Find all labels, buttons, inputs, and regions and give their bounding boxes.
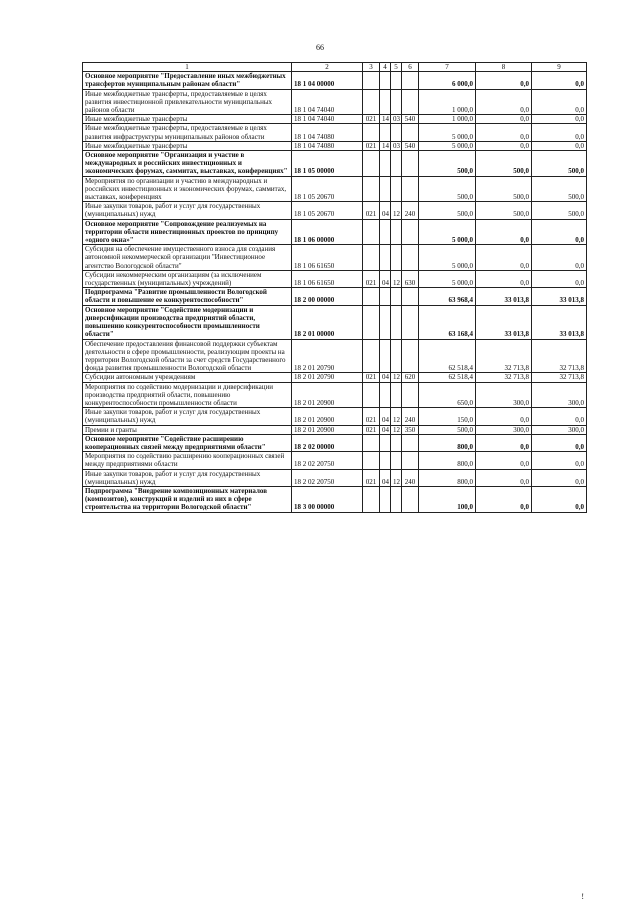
- budget-table: [82, 62, 587, 513]
- table-row: [83, 373, 587, 382]
- footer-mark: !: [581, 892, 584, 901]
- amount-year-3-cell: 32 713,8: [532, 373, 587, 382]
- table-row: [83, 425, 587, 434]
- budget-code-cell: 18 1 06 00000: [292, 219, 363, 245]
- amount-year-1-cell: 500,0: [419, 202, 476, 219]
- amount-year-1-cell: 62 518,4: [419, 339, 476, 373]
- ministry-code-cell: [363, 486, 380, 512]
- ministry-code-cell: 021: [363, 408, 380, 425]
- expense-type-code-cell: [402, 151, 419, 177]
- expense-type-code-cell: [402, 486, 419, 512]
- amount-year-2-cell: 0,0: [476, 486, 532, 512]
- subsection-code-cell: [391, 288, 402, 305]
- budget-code-cell: 18 1 05 20670: [292, 176, 363, 202]
- budget-code-cell: 18 2 00 00000: [292, 288, 363, 305]
- amount-year-1-cell: 62 518,4: [419, 373, 476, 382]
- amount-year-1-cell: 100,0: [419, 486, 476, 512]
- amount-year-2-cell: 0,0: [476, 115, 532, 124]
- amount-year-3-cell: 0,0: [532, 452, 587, 469]
- section-code-cell: [380, 151, 391, 177]
- header-col-7: 7: [419, 63, 476, 72]
- ministry-code-cell: [363, 72, 380, 89]
- subsection-code-cell: [391, 176, 402, 202]
- header-col-6: 6: [402, 63, 419, 72]
- table-row: [83, 72, 587, 89]
- budget-code-cell: 18 1 06 61650: [292, 270, 363, 287]
- amount-year-1-cell: 6 000,0: [419, 72, 476, 89]
- budget-code-cell: 18 2 01 00000: [292, 305, 363, 339]
- amount-year-1-cell: 5 000,0: [419, 219, 476, 245]
- table-row: [83, 89, 587, 115]
- amount-year-3-cell: 0,0: [532, 434, 587, 451]
- header-col-3: 3: [363, 63, 380, 72]
- section-code-cell: 04: [380, 469, 391, 486]
- ministry-code-cell: [363, 124, 380, 141]
- budget-code-cell: 18 2 01 20790: [292, 373, 363, 382]
- amount-year-3-cell: 500,0: [532, 176, 587, 202]
- amount-year-1-cell: 5 000,0: [419, 245, 476, 271]
- amount-year-3-cell: 32 713,8: [532, 339, 587, 373]
- expense-type-code-cell: [402, 176, 419, 202]
- ministry-code-cell: [363, 288, 380, 305]
- expense-type-code-cell: 540: [402, 115, 419, 124]
- item-name-cell: Мероприятия по организации и участию в международных и российских инвестиционных и экономических форумах, саммитах, выставках, конференциях: [83, 176, 292, 202]
- subsection-code-cell: [391, 124, 402, 141]
- amount-year-1-cell: 800,0: [419, 452, 476, 469]
- amount-year-3-cell: 300,0: [532, 425, 587, 434]
- expense-type-code-cell: [402, 89, 419, 115]
- header-col-5: 5: [391, 63, 402, 72]
- ministry-code-cell: 021: [363, 469, 380, 486]
- expense-type-code-cell: [402, 452, 419, 469]
- section-code-cell: 04: [380, 202, 391, 219]
- section-code-cell: 04: [380, 373, 391, 382]
- amount-year-2-cell: 0,0: [476, 408, 532, 425]
- amount-year-1-cell: 5 000,0: [419, 124, 476, 141]
- amount-year-3-cell: 0,0: [532, 219, 587, 245]
- amount-year-1-cell: 1 000,0: [419, 115, 476, 124]
- amount-year-2-cell: 0,0: [476, 452, 532, 469]
- subsection-code-cell: 12: [391, 408, 402, 425]
- budget-code-cell: 18 1 06 61650: [292, 245, 363, 271]
- item-name-cell: Основное мероприятие "Предоставление иных межбюджетных трансфертов муниципальным районам области": [83, 72, 292, 89]
- budget-code-cell: 18 3 00 00000: [292, 486, 363, 512]
- subsection-code-cell: [391, 339, 402, 373]
- expense-type-code-cell: [402, 219, 419, 245]
- expense-type-code-cell: 240: [402, 469, 419, 486]
- table-row: [83, 469, 587, 486]
- header-col-4: 4: [380, 63, 391, 72]
- item-name-cell: Иные межбюджетные трансферты, предоставляемые в целях развития инвестиционной привлекательности муниципальных районов области: [83, 89, 292, 115]
- section-code-cell: [380, 382, 391, 408]
- ministry-code-cell: [363, 219, 380, 245]
- amount-year-3-cell: 0,0: [532, 408, 587, 425]
- expense-type-code-cell: [402, 434, 419, 451]
- subsection-code-cell: 03: [391, 115, 402, 124]
- amount-year-3-cell: 0,0: [532, 89, 587, 115]
- amount-year-3-cell: 0,0: [532, 270, 587, 287]
- table-row: [83, 115, 587, 124]
- item-name-cell: Иные межбюджетные трансферты, предоставляемые в целях развития инфраструктуры муниципальных районов области: [83, 124, 292, 141]
- item-name-cell: Основное мероприятие "Сопровождение реализуемых на территории области инвестиционных проектов по принципу «одного окна»": [83, 219, 292, 245]
- table-row: [83, 408, 587, 425]
- amount-year-2-cell: 0,0: [476, 434, 532, 451]
- amount-year-2-cell: 0,0: [476, 124, 532, 141]
- table-row: [83, 151, 587, 177]
- item-name-cell: Иные закупки товаров, работ и услуг для государственных (муниципальных) нужд: [83, 408, 292, 425]
- section-code-cell: [380, 339, 391, 373]
- subsection-code-cell: 12: [391, 373, 402, 382]
- table-row: [83, 202, 587, 219]
- table-row: [83, 486, 587, 512]
- budget-code-cell: 18 1 04 74040: [292, 89, 363, 115]
- amount-year-2-cell: 0,0: [476, 72, 532, 89]
- amount-year-2-cell: 0,0: [476, 219, 532, 245]
- amount-year-1-cell: 500,0: [419, 425, 476, 434]
- budget-code-cell: 18 1 04 74040: [292, 115, 363, 124]
- item-name-cell: Иные межбюджетные трансферты: [83, 141, 292, 150]
- expense-type-code-cell: 540: [402, 141, 419, 150]
- page-number: 66: [316, 43, 324, 52]
- amount-year-1-cell: 500,0: [419, 151, 476, 177]
- subsection-code-cell: [391, 219, 402, 245]
- subsection-code-cell: 12: [391, 425, 402, 434]
- item-name-cell: Иные закупки товаров, работ и услуг для государственных (муниципальных) нужд: [83, 202, 292, 219]
- expense-type-code-cell: [402, 245, 419, 271]
- amount-year-1-cell: 5 000,0: [419, 141, 476, 150]
- budget-code-cell: 18 2 01 20900: [292, 382, 363, 408]
- budget-code-cell: 18 2 01 20790: [292, 339, 363, 373]
- amount-year-2-cell: 500,0: [476, 176, 532, 202]
- expense-type-code-cell: [402, 305, 419, 339]
- amount-year-2-cell: 0,0: [476, 89, 532, 115]
- amount-year-3-cell: 0,0: [532, 469, 587, 486]
- section-code-cell: [380, 305, 391, 339]
- amount-year-1-cell: 1 000,0: [419, 89, 476, 115]
- header-col-2: 2: [292, 63, 363, 72]
- item-name-cell: Основное мероприятие "Содействие расширению кооперационных связей между предприятиями области": [83, 434, 292, 451]
- header-col-9: 9: [532, 63, 587, 72]
- budget-code-cell: 18 1 04 74080: [292, 124, 363, 141]
- subsection-code-cell: [391, 72, 402, 89]
- section-code-cell: [380, 176, 391, 202]
- table-row: [83, 219, 587, 245]
- amount-year-1-cell: 650,0: [419, 382, 476, 408]
- item-name-cell: Подпрограмма "Развитие промышленности Вологодской области и повышение ее конкурентоспособности": [83, 288, 292, 305]
- ministry-code-cell: 021: [363, 270, 380, 287]
- ministry-code-cell: 021: [363, 115, 380, 124]
- amount-year-2-cell: 32 713,8: [476, 373, 532, 382]
- section-code-cell: [380, 89, 391, 115]
- item-name-cell: Обеспечение предоставления финансовой поддержки субъектам деятельности в сфере промышленности, реализующим проекты на территории Вологодской области за счет средств Государственного фонда развития промышленности Вологодской области: [83, 339, 292, 373]
- budget-code-cell: 18 1 04 74080: [292, 141, 363, 150]
- item-name-cell: Мероприятия по содействию расширению кооперационных связей между предприятиями области: [83, 452, 292, 469]
- amount-year-3-cell: 0,0: [532, 245, 587, 271]
- item-name-cell: Субсидии некоммерческим организациям (за исключением государственных (муниципальных) учреждений): [83, 270, 292, 287]
- section-code-cell: [380, 219, 391, 245]
- subsection-code-cell: [391, 434, 402, 451]
- table-row: [83, 288, 587, 305]
- ministry-code-cell: 021: [363, 373, 380, 382]
- section-code-cell: 04: [380, 270, 391, 287]
- ministry-code-cell: [363, 452, 380, 469]
- section-code-cell: 14: [380, 115, 391, 124]
- amount-year-2-cell: 0,0: [476, 270, 532, 287]
- amount-year-3-cell: 0,0: [532, 72, 587, 89]
- amount-year-3-cell: 33 013,8: [532, 305, 587, 339]
- amount-year-2-cell: 0,0: [476, 245, 532, 271]
- amount-year-3-cell: 33 013,8: [532, 288, 587, 305]
- subsection-code-cell: [391, 382, 402, 408]
- budget-code-cell: 18 2 01 20900: [292, 425, 363, 434]
- expense-type-code-cell: 240: [402, 408, 419, 425]
- amount-year-3-cell: 0,0: [532, 141, 587, 150]
- amount-year-3-cell: 0,0: [532, 486, 587, 512]
- item-name-cell: Премии и гранты: [83, 425, 292, 434]
- table-row: [83, 176, 587, 202]
- amount-year-3-cell: 500,0: [532, 202, 587, 219]
- subsection-code-cell: [391, 245, 402, 271]
- expense-type-code-cell: 240: [402, 202, 419, 219]
- table-row: [83, 382, 587, 408]
- section-code-cell: 04: [380, 408, 391, 425]
- subsection-code-cell: 12: [391, 202, 402, 219]
- budget-code-cell: 18 1 05 00000: [292, 151, 363, 177]
- amount-year-1-cell: 800,0: [419, 434, 476, 451]
- budget-code-cell: 18 2 02 00000: [292, 434, 363, 451]
- amount-year-1-cell: 800,0: [419, 469, 476, 486]
- item-name-cell: Основное мероприятие "Содействие модернизации и диверсификации производства предприятий области, повышению конкурентоспособности промышленности области": [83, 305, 292, 339]
- expense-type-code-cell: [402, 339, 419, 373]
- section-code-cell: [380, 452, 391, 469]
- subsection-code-cell: [391, 89, 402, 115]
- subsection-code-cell: [391, 486, 402, 512]
- amount-year-2-cell: 33 013,8: [476, 305, 532, 339]
- ministry-code-cell: [363, 305, 380, 339]
- amount-year-2-cell: 32 713,8: [476, 339, 532, 373]
- ministry-code-cell: [363, 339, 380, 373]
- item-name-cell: Подпрограмма "Внедрение композиционных материалов (композитов), конструкций и изделий из них в сфере строительства на территории Вологодской области": [83, 486, 292, 512]
- table-row: [83, 245, 587, 271]
- subsection-code-cell: [391, 305, 402, 339]
- budget-code-cell: 18 2 02 20750: [292, 469, 363, 486]
- section-code-cell: 14: [380, 141, 391, 150]
- header-col-1: 1: [83, 63, 292, 72]
- subsection-code-cell: 03: [391, 141, 402, 150]
- table-row: [83, 434, 587, 451]
- table-row: [83, 452, 587, 469]
- budget-code-cell: 18 2 01 20900: [292, 408, 363, 425]
- expense-type-code-cell: [402, 288, 419, 305]
- amount-year-2-cell: 500,0: [476, 151, 532, 177]
- expense-type-code-cell: [402, 124, 419, 141]
- amount-year-1-cell: 5 000,0: [419, 270, 476, 287]
- amount-year-1-cell: 63 168,4: [419, 305, 476, 339]
- ministry-code-cell: [363, 434, 380, 451]
- table-row: [83, 124, 587, 141]
- amount-year-1-cell: 150,0: [419, 408, 476, 425]
- amount-year-3-cell: 0,0: [532, 124, 587, 141]
- subsection-code-cell: [391, 452, 402, 469]
- expense-type-code-cell: 350: [402, 425, 419, 434]
- budget-code-cell: 18 2 02 20750: [292, 452, 363, 469]
- budget-code-cell: 18 1 04 00000: [292, 72, 363, 89]
- section-code-cell: [380, 288, 391, 305]
- amount-year-2-cell: 300,0: [476, 382, 532, 408]
- ministry-code-cell: 021: [363, 141, 380, 150]
- item-name-cell: Мероприятия по содействию модернизации и диверсификации производства предприятий области, повышению конкурентоспособности промышленности области: [83, 382, 292, 408]
- item-name-cell: Иные закупки товаров, работ и услуг для государственных (муниципальных) нужд: [83, 469, 292, 486]
- section-code-cell: [380, 486, 391, 512]
- ministry-code-cell: [363, 176, 380, 202]
- section-code-cell: [380, 72, 391, 89]
- table-row: [83, 270, 587, 287]
- item-name-cell: Основное мероприятие "Организация и участие в международных и российских инвестиционных и экономических форумах, саммитах, выставках, конференциях": [83, 151, 292, 177]
- amount-year-2-cell: 300,0: [476, 425, 532, 434]
- amount-year-3-cell: 0,0: [532, 115, 587, 124]
- ministry-code-cell: 021: [363, 202, 380, 219]
- amount-year-2-cell: 0,0: [476, 141, 532, 150]
- section-code-cell: [380, 124, 391, 141]
- subsection-code-cell: [391, 151, 402, 177]
- amount-year-3-cell: 500,0: [532, 151, 587, 177]
- item-name-cell: Субсидия на обеспечение имущественного взноса для создания автономной некоммерческой организации "Инвестиционное агентство Вологодской области": [83, 245, 292, 271]
- subsection-code-cell: 12: [391, 469, 402, 486]
- expense-type-code-cell: 620: [402, 373, 419, 382]
- table-row: [83, 339, 587, 373]
- section-code-cell: 04: [380, 425, 391, 434]
- ministry-code-cell: [363, 245, 380, 271]
- section-code-cell: [380, 245, 391, 271]
- table-row: [83, 305, 587, 339]
- item-name-cell: Субсидии автономным учреждениям: [83, 373, 292, 382]
- section-code-cell: [380, 434, 391, 451]
- subsection-code-cell: 12: [391, 270, 402, 287]
- expense-type-code-cell: 630: [402, 270, 419, 287]
- ministry-code-cell: [363, 151, 380, 177]
- amount-year-1-cell: 500,0: [419, 176, 476, 202]
- item-name-cell: Иные межбюджетные трансферты: [83, 115, 292, 124]
- amount-year-2-cell: 33 013,8: [476, 288, 532, 305]
- ministry-code-cell: 021: [363, 425, 380, 434]
- table-header-row: [83, 63, 587, 72]
- amount-year-3-cell: 300,0: [532, 382, 587, 408]
- ministry-code-cell: [363, 89, 380, 115]
- expense-type-code-cell: [402, 382, 419, 408]
- expense-type-code-cell: [402, 72, 419, 89]
- amount-year-2-cell: 0,0: [476, 469, 532, 486]
- table-row: [83, 141, 587, 150]
- header-col-8: 8: [476, 63, 532, 72]
- amount-year-2-cell: 500,0: [476, 202, 532, 219]
- amount-year-1-cell: 63 968,4: [419, 288, 476, 305]
- ministry-code-cell: [363, 382, 380, 408]
- budget-code-cell: 18 1 05 20670: [292, 202, 363, 219]
